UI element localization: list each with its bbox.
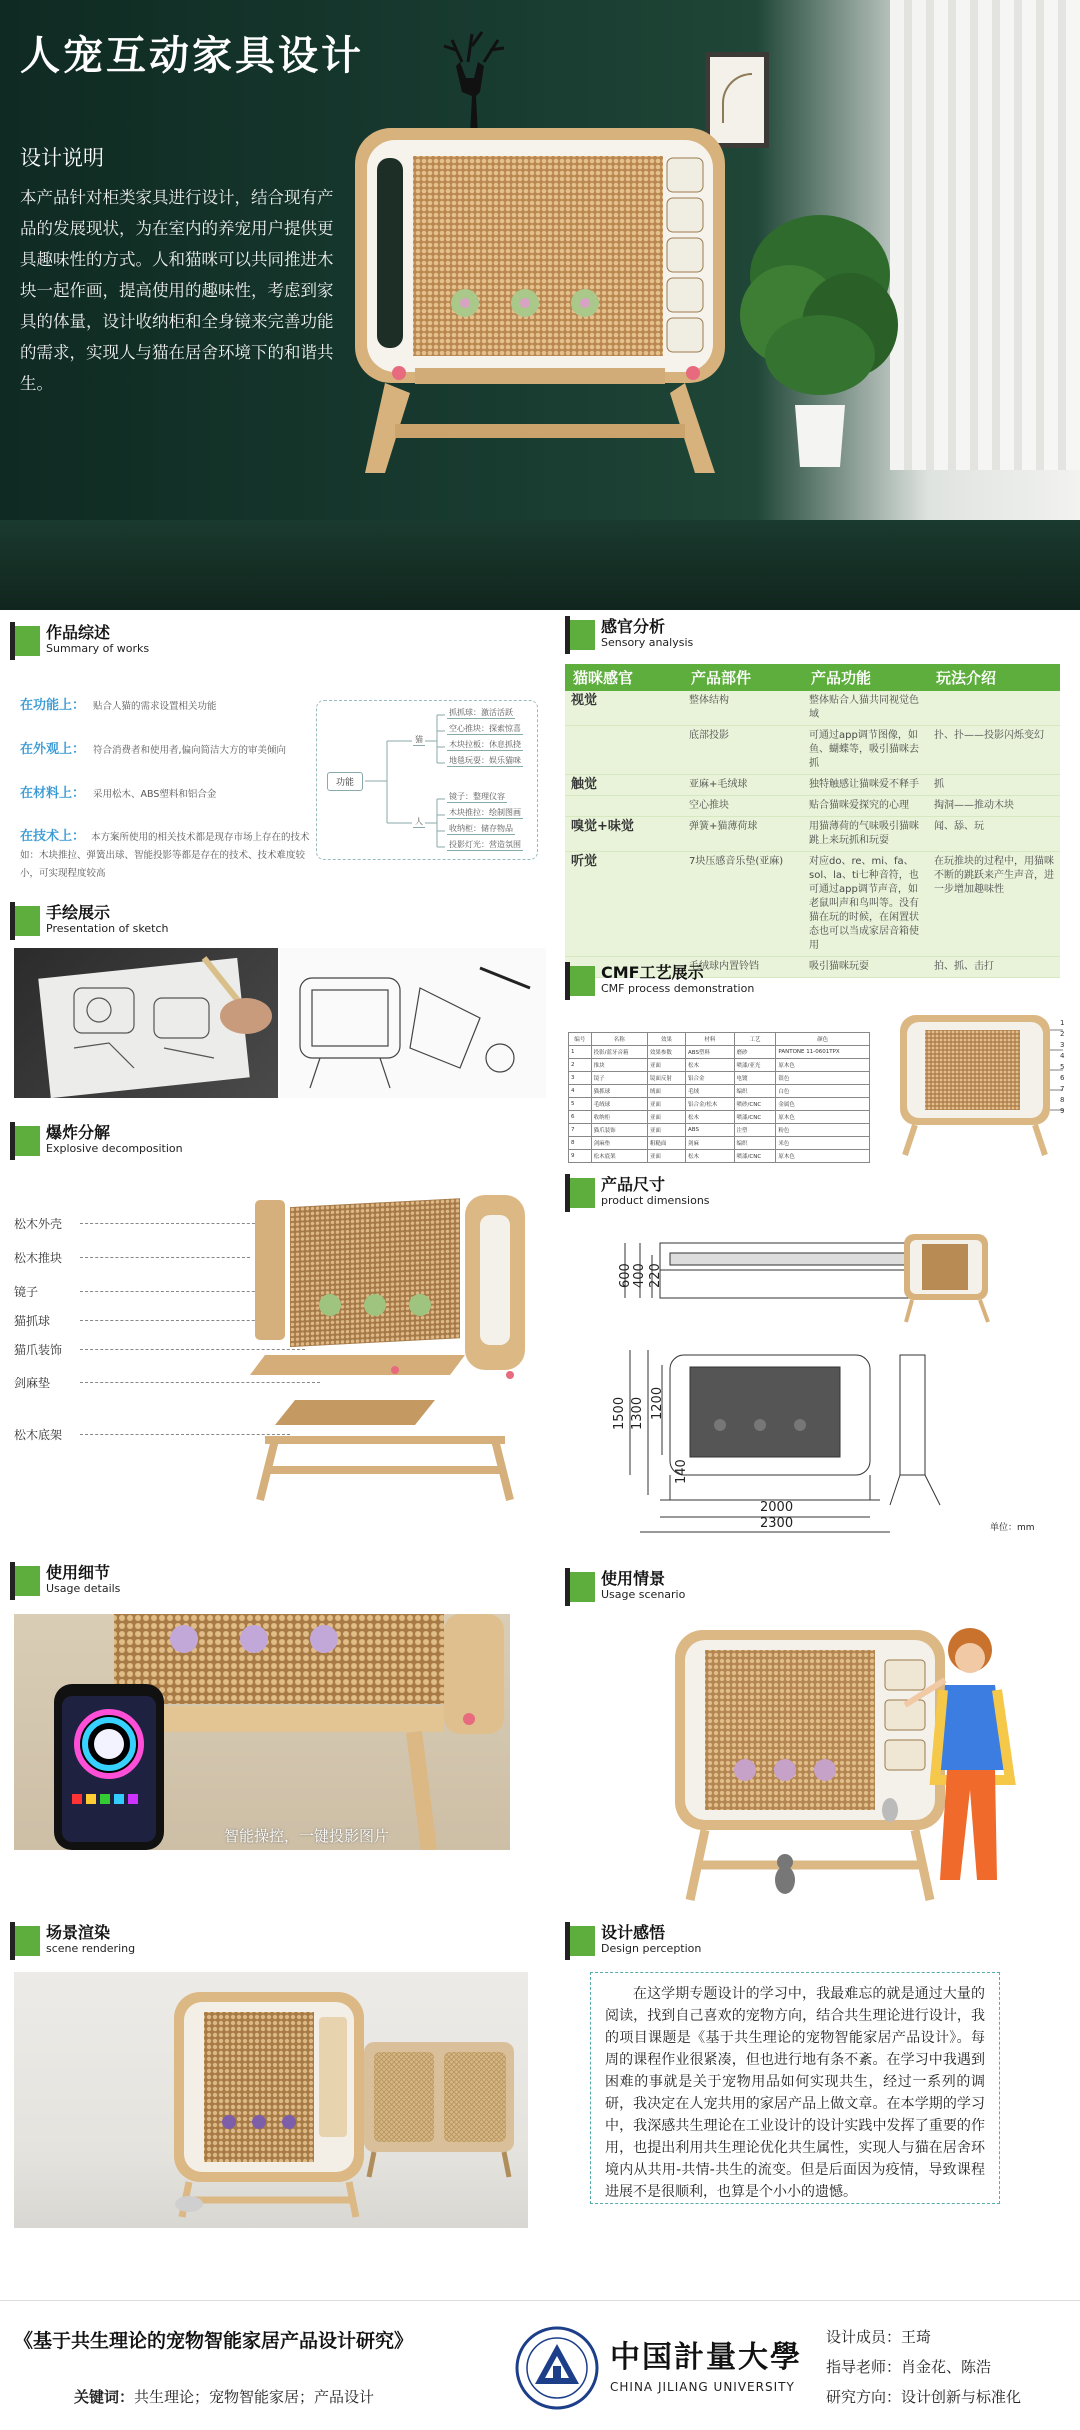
- design-description-text: 本产品针对柜类家具进行设计，结合现有产品的发展现状，为在室内的养宠用户提供更具趣味性的方式。人和猫咪可以共同推进木块一起作画，提高使用的趣味性，考虑到家具的体量，设计收纳柜和全身镜来完善功能的需求，实现人与猫在居舍环境下的和谐共生。: [20, 188, 334, 393]
- dim-label: 1500: [612, 1396, 627, 1430]
- section-subtitle: Summary of works: [46, 642, 150, 655]
- mindmap-leaf: 木块推拉：绘制图画: [449, 808, 521, 817]
- sketch-photo-left: [14, 948, 278, 1098]
- table-cell: 吸引猫咪玩耍: [803, 957, 928, 978]
- table-header: 效果: [647, 1033, 685, 1046]
- table-row: [569, 1111, 870, 1124]
- table-cell: 效果参数: [647, 1046, 685, 1059]
- callout-number: 8: [1060, 1096, 1065, 1104]
- university-name-cn: 中国計量大學: [610, 2340, 802, 2375]
- section-subtitle: Explosive decomposition: [46, 1142, 183, 1155]
- mindmap-leaf: 收纳柜：储存物品: [449, 824, 513, 833]
- table-cell: 对应do、re、mi、fa、sol、la、ti七种音符，也可通过app调节声音，如老鼠叫声和鸟叫等。没有猫在玩的时候，在闲置状态也可以当成家居音箱使用: [803, 852, 928, 957]
- table-header: 工艺: [734, 1033, 776, 1046]
- table-cell: 粉色: [776, 1124, 870, 1137]
- table-cell: 投影/蓝牙音箱: [591, 1046, 647, 1059]
- mindmap-leaf: 抓抓球：激活活跃: [449, 708, 513, 717]
- table-cell: 松木: [686, 1059, 735, 1072]
- table-row: [569, 1150, 870, 1163]
- table-cell: 注塑: [734, 1124, 776, 1137]
- table-header: 编号: [569, 1033, 592, 1046]
- table-row: [569, 1124, 870, 1137]
- works-item-technology: [20, 828, 320, 883]
- team-label: 指导老师：: [826, 2358, 902, 2376]
- section-title: 作品综述: [46, 623, 111, 642]
- section-subtitle: product dimensions: [601, 1194, 710, 1207]
- table-row: [565, 726, 1060, 775]
- table-cell: 原木色: [776, 1150, 870, 1163]
- callout-number: 6: [1060, 1074, 1065, 1082]
- sketch-drawing: [14, 948, 278, 1098]
- leader-line: [80, 1223, 260, 1224]
- table-cell: 亚麻+毛绒球: [683, 775, 803, 796]
- table-cell: 掏洞——推动木块: [928, 796, 1060, 817]
- explosive-diagram: [235, 1190, 545, 1510]
- table-cell: 扑、扑——投影闪烁变幻: [928, 726, 1060, 775]
- keywords: [74, 2386, 374, 2407]
- dim-label: 1200: [650, 1386, 665, 1420]
- mindmap-leaf: 木块拉板：休息抓挠: [449, 740, 521, 749]
- section-title: 使用细节: [46, 1563, 111, 1582]
- table-cell: 听觉: [565, 852, 683, 957]
- works-label: 在材料上：: [20, 786, 86, 801]
- hero-curtain: [890, 0, 1080, 470]
- table-cell: 独特触感让猫咪爱不释手: [803, 775, 928, 796]
- section-title: 场景渲染: [46, 1923, 111, 1942]
- dim-label: 2300: [760, 1516, 794, 1531]
- dim-label: 220: [648, 1263, 663, 1288]
- table-cell: 粗糙面: [647, 1137, 685, 1150]
- table-cell: 触觉: [565, 775, 683, 796]
- table-cell: 米色: [776, 1137, 870, 1150]
- table-cell: 视觉: [565, 691, 683, 726]
- table-row: [569, 1137, 870, 1150]
- table-cell: 铝合金: [686, 1072, 735, 1085]
- table-header-row: [569, 1033, 870, 1046]
- thesis-title: 《基于共生理论的宠物智能家居产品设计研究》: [14, 2330, 414, 2352]
- table-header: 材料: [686, 1033, 735, 1046]
- table-cell: 推块: [591, 1059, 647, 1072]
- table-cell: 白色: [776, 1085, 870, 1098]
- dim-label: 400: [632, 1263, 647, 1288]
- table-row: [569, 1085, 870, 1098]
- section-title: 使用情景: [601, 1569, 666, 1588]
- table-cell: 亚面: [647, 1098, 685, 1111]
- table-cell: 编织: [734, 1137, 776, 1150]
- team-value: 肖金花、陈浩: [901, 2358, 992, 2376]
- table-cell: 金属色: [776, 1098, 870, 1111]
- works-label: 在技术上：: [20, 829, 86, 844]
- table-cell: 3: [569, 1072, 592, 1085]
- works-text: 本方案所使用的相关技术都是现存市场上存在的技术如：木块推拉、弹簧出球、智能投影等都是存在的技术、技术难度较小，可实现程度较高: [20, 832, 310, 879]
- leader-line: [80, 1257, 250, 1258]
- mindmap-leaf: 地毯玩耍：娱乐猫咪: [449, 756, 521, 765]
- explosive-label: 镜子: [14, 1285, 39, 1299]
- keywords-value: 共生理论；宠物智能家居；产品设计: [134, 2388, 375, 2406]
- mindmap-root: 功能: [327, 772, 363, 791]
- table-cell: 8: [569, 1137, 592, 1150]
- team-member: [826, 2326, 931, 2347]
- dim-label: 140: [674, 1459, 689, 1484]
- table-row: [565, 691, 1060, 726]
- explosive-label: 猫爪装饰: [14, 1343, 63, 1357]
- section-title: 产品尺寸: [601, 1175, 666, 1194]
- table-cell: 剑麻垫: [591, 1137, 647, 1150]
- table-cell: 铝合金/松木: [686, 1098, 735, 1111]
- design-description-heading: 设计说明: [20, 146, 104, 170]
- potted-plant: [740, 205, 900, 475]
- table-row: [569, 1098, 870, 1111]
- works-item-function: [20, 694, 217, 713]
- explosive-label: 松木外壳: [14, 1217, 63, 1231]
- university-logo-icon: [515, 2326, 599, 2410]
- section-subtitle: CMF process demonstration: [601, 982, 755, 995]
- table-cell: 原木色: [776, 1059, 870, 1072]
- section-subtitle: Usage details: [46, 1582, 121, 1595]
- table-row: [565, 775, 1060, 796]
- works-text: 贴合人猫的需求设置相关功能: [93, 701, 217, 712]
- table-cell: 剑麻: [686, 1137, 735, 1150]
- table-cell: 编织: [734, 1085, 776, 1098]
- mindmap-person: 人: [415, 817, 423, 826]
- usage-detail-photo: 智能操控，一键投影图片: [14, 1614, 510, 1850]
- section-subtitle: Usage scenario: [601, 1588, 686, 1601]
- table-cell: 松木底架: [591, 1150, 647, 1163]
- table-cell: 贴合猫咪爱探究的心理: [803, 796, 928, 817]
- page-title: 人宠互动家具设计: [20, 33, 364, 79]
- table-row: [569, 1072, 870, 1085]
- table-cell: 1: [569, 1046, 592, 1059]
- table-cell: [928, 691, 1060, 726]
- explosive-label: 剑麻垫: [14, 1376, 51, 1390]
- cmf-callouts: [1060, 1018, 1076, 1117]
- table-cell: [565, 726, 683, 775]
- table-cell: 6: [569, 1111, 592, 1124]
- dimension-drawing: [600, 1225, 1075, 1545]
- section-title: 感官分析: [601, 617, 666, 636]
- table-cell: 空心推块: [683, 796, 803, 817]
- table-header: 颜色: [776, 1033, 870, 1046]
- mindmap-leaf: 投影灯光：营造氛围: [449, 840, 521, 849]
- table-header: 产品部件: [683, 664, 803, 691]
- mindmap-cat: 猫: [415, 735, 423, 744]
- table-cell: 松木: [686, 1150, 735, 1163]
- usage-scenario-image: [665, 1610, 1045, 1910]
- section-bar: [10, 1562, 15, 1600]
- section-bar: [10, 622, 15, 660]
- table-cell: ABS: [686, 1124, 735, 1137]
- section-subtitle: Sensory analysis: [601, 636, 694, 649]
- section-title: CMF工艺展示: [601, 963, 704, 982]
- table-cell: 抓: [928, 775, 1060, 796]
- works-label: 在功能上：: [20, 698, 86, 713]
- table-cell: 亚面: [647, 1059, 685, 1072]
- works-item-material: [20, 782, 216, 801]
- table-cell: 原木色: [776, 1111, 870, 1124]
- callout-number: 2: [1060, 1030, 1065, 1038]
- table-cell: 7块压感音乐垫(亚麻): [683, 852, 803, 957]
- table-cell: 绒面: [647, 1085, 685, 1098]
- hero-floor: [0, 520, 1080, 610]
- table-cell: 毛绒球内置铃铛: [683, 957, 803, 978]
- works-label: 在外观上：: [20, 742, 86, 757]
- table-cell: 收纳柜: [591, 1111, 647, 1124]
- scene-render-photo: [14, 1972, 528, 2228]
- explosive-label: 猫抓球: [14, 1314, 51, 1328]
- table-cell: [565, 796, 683, 817]
- callout-number: 5: [1060, 1063, 1065, 1071]
- explosive-label: 松木底架: [14, 1428, 63, 1442]
- dim-label: 600: [618, 1263, 633, 1288]
- cmf-table: [568, 1032, 870, 1163]
- function-mindmap: [316, 700, 538, 860]
- table-cell: 亚面: [647, 1111, 685, 1124]
- section-subtitle: scene rendering: [46, 1942, 136, 1955]
- table-cell: 2: [569, 1059, 592, 1072]
- cat-icon: [775, 1866, 795, 1894]
- team-label: 设计成员：: [826, 2328, 902, 2346]
- table-row: [569, 1046, 870, 1059]
- table-cell: 银色: [776, 1072, 870, 1085]
- table-cell: 在玩推块的过程中，用猫咪不断的跳跃来产生声音，进一步增加趣味性: [928, 852, 1060, 957]
- dimension-product-image: [900, 1230, 995, 1325]
- table-row: [565, 796, 1060, 817]
- table-header: 名称: [591, 1033, 647, 1046]
- section-bar: [10, 902, 15, 940]
- team-value: 设计创新与标准化: [901, 2388, 1022, 2406]
- keywords-label: 关键词：: [74, 2388, 135, 2406]
- section-bar: [10, 1922, 15, 1960]
- works-text: 符合消费者和使用者,偏向简洁大方的审美倾向: [93, 745, 287, 756]
- table-cell: 猫抓球: [591, 1085, 647, 1098]
- section-bar: [10, 1122, 15, 1160]
- table-cell: 猫爪装饰: [591, 1124, 647, 1137]
- section-bar: [565, 1174, 570, 1212]
- dim-label: 1300: [630, 1396, 645, 1430]
- section-title: 爆炸分解: [46, 1123, 111, 1142]
- table-header: 产品功能: [803, 664, 928, 691]
- table-header: 猫咪感官: [565, 664, 683, 691]
- table-cell: 亚面: [647, 1124, 685, 1137]
- callout-number: 9: [1060, 1107, 1065, 1115]
- mindmap-leaf: 空心推块：探索惊喜: [449, 724, 521, 733]
- table-cell: 嗅觉+味觉: [565, 817, 683, 852]
- table-cell: 9: [569, 1150, 592, 1163]
- footer-divider: [0, 2300, 1080, 2301]
- table-cell: 5: [569, 1098, 592, 1111]
- table-cell: 磨砂: [734, 1046, 776, 1059]
- section-bar: [565, 1922, 570, 1960]
- table-cell: 闻、舔、玩: [928, 817, 1060, 852]
- sketch-drawing: [280, 948, 546, 1098]
- table-cell: 喷砂/CNC: [734, 1098, 776, 1111]
- section-subtitle: Design perception: [601, 1942, 702, 1955]
- section-title: 设计感悟: [601, 1923, 666, 1942]
- table-cell: 亚面: [647, 1150, 685, 1163]
- table-cell: 4: [569, 1085, 592, 1098]
- section-bar: [565, 1568, 570, 1606]
- deer-sculpture-icon: [432, 26, 512, 138]
- table-cell: 弹簧+猫薄荷球: [683, 817, 803, 852]
- table-cell: 整体结构: [683, 691, 803, 726]
- callout-number: 1: [1060, 1019, 1065, 1027]
- table-header: 玩法介绍: [928, 664, 1060, 691]
- callout-number: 7: [1060, 1085, 1065, 1093]
- team-direction: [826, 2386, 1021, 2407]
- scene-render-drawing: [14, 1972, 528, 2228]
- table-cell: 整体贴合人猫共同视觉色域: [803, 691, 928, 726]
- sensory-table: [565, 664, 1060, 978]
- table-cell: 镜面反射: [647, 1072, 685, 1085]
- table-header-row: [565, 664, 1060, 691]
- callout-number: 3: [1060, 1041, 1065, 1049]
- explosive-label: 松木推块: [14, 1251, 63, 1265]
- table-cell: 喷漆/CNC: [734, 1111, 776, 1124]
- table-row: [565, 852, 1060, 957]
- section-subtitle: Presentation of sketch: [46, 922, 169, 935]
- table-cell: 镜子: [591, 1072, 647, 1085]
- university-name-en: CHINA JILIANG UNIVERSITY: [610, 2380, 795, 2394]
- table-cell: 毛绒: [686, 1085, 735, 1098]
- table-row: [569, 1059, 870, 1072]
- table-cell: 可通过app调节图像，如鱼、蝴蝶等，吸引猫咪去抓: [803, 726, 928, 775]
- table-cell: 喷漆/CNC: [734, 1150, 776, 1163]
- table-cell: 用猫薄荷的气味吸引猫咪跳上来玩抓和玩耍: [803, 817, 928, 852]
- team-advisor: [826, 2356, 991, 2377]
- dim-unit: 单位：mm: [990, 1523, 1035, 1533]
- mindmap-leaf: 镜子：整理仪容: [449, 792, 505, 801]
- table-cell: ABS塑料: [686, 1046, 735, 1059]
- dim-label: 2000: [760, 1500, 794, 1515]
- table-cell: 7: [569, 1124, 592, 1137]
- usage-detail-drawing: [14, 1614, 510, 1850]
- sketch-drawing-right: [280, 948, 546, 1098]
- hero-cabinet-image: [355, 128, 735, 478]
- callout-number: 4: [1060, 1052, 1065, 1060]
- cmf-product-image: [895, 1010, 1070, 1160]
- section-bar: [565, 616, 570, 654]
- table-cell: PANTONE 11-0601TPX: [776, 1046, 870, 1059]
- team-value: 王琦: [901, 2328, 932, 2346]
- section-title: 手绘展示: [46, 903, 111, 922]
- table-cell: 拍、抓、击打: [928, 957, 1060, 978]
- design-perception-text: 在这学期专题设计的学习中，我最难忘的就是通过大量的阅读，找到自己喜欢的宠物方向，结合共生理论进行设计，我的项目课题是《基于共生理论的宠物智能家居产品设计》。每周的课程作业很紧凑，但也进行地有条不紊。在学习中我遇到困难的事就是关于宠物用品如何实现共生，经过一系列的调研，我决定在人宠共用的家居产品上做文章。在本学期的学习中，我深感共生理论在工业设计的设计实践中发挥了重要的作用，也提出利用共生理论优化共生属性，实现人与猫在居舍环境内从共用-共情-共生的流变。但是后面因为疫情，导致课程进展不是很顺利，也算是个小小的遗憾。: [590, 1972, 1000, 2204]
- section-bar: [565, 962, 570, 1000]
- table-cell: 毛绒球: [591, 1098, 647, 1111]
- team-label: 研究方向：: [826, 2388, 902, 2406]
- table-cell: 底部投影: [683, 726, 803, 775]
- works-item-appearance: [20, 738, 286, 757]
- table-cell: 电镀: [734, 1072, 776, 1085]
- table-cell: 喷漆/亚光: [734, 1059, 776, 1072]
- table-row: [565, 817, 1060, 852]
- works-text: 采用松木、ABS塑料和铝合金: [93, 789, 217, 800]
- hero-banner: [0, 0, 1080, 610]
- table-cell: 松木: [686, 1111, 735, 1124]
